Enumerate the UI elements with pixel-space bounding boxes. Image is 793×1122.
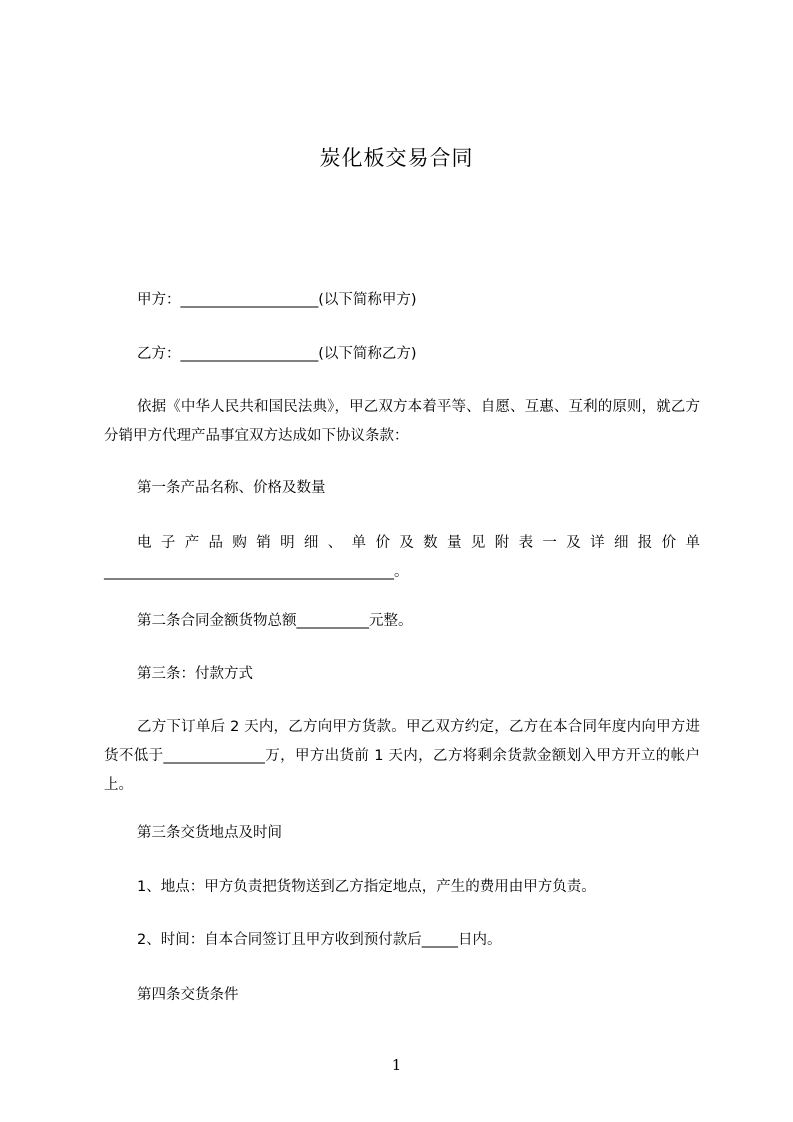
party-a-line: 甲方：___________________(以下简称甲方) (137, 292, 417, 308)
article-3-heading: 第三条：付款方式 (137, 666, 253, 682)
article-3-body: 乙方下订单后 2 天内，乙方向甲方货款。甲乙双方约定，乙方在本合同年度内向甲方进货不低于______________万，甲方出货前 1 天内，乙方将剩余货款金额划入甲方开立的帐户上。 (104, 719, 700, 793)
preamble-paragraph: 依据《中华人民共和国民法典》，甲乙双方本着平等、自愿、互惠、互利的原则，就乙方分销甲方代理产品事宜双方达成如下协议条款： (104, 399, 700, 444)
item-1-text: 1、地点：甲方负责把货物送到乙方指定地点，产生的费用由甲方负责。 (137, 879, 596, 895)
article-1-body: 电子产品购销明细、单价及数量见附表一及详细报价单________________________________________。 (104, 535, 700, 580)
party-b-line: 乙方：___________________(以下简称乙方) (137, 346, 417, 362)
item-2-text: 2、时间：自本合同签订且甲方收到预付款后_____日内。 (137, 932, 502, 948)
article-3b-heading: 第三条交货地点及时间 (137, 825, 282, 841)
page-number: 1 (391, 1056, 402, 1074)
document-title: 炭化板交易合同 (319, 146, 474, 170)
article-4-heading: 第四条交货条件 (137, 987, 239, 1003)
article-1-heading: 第一条产品名称、价格及数量 (137, 480, 326, 496)
article-2-text: 第二条合同金额货物总额__________元整。 (137, 613, 413, 629)
